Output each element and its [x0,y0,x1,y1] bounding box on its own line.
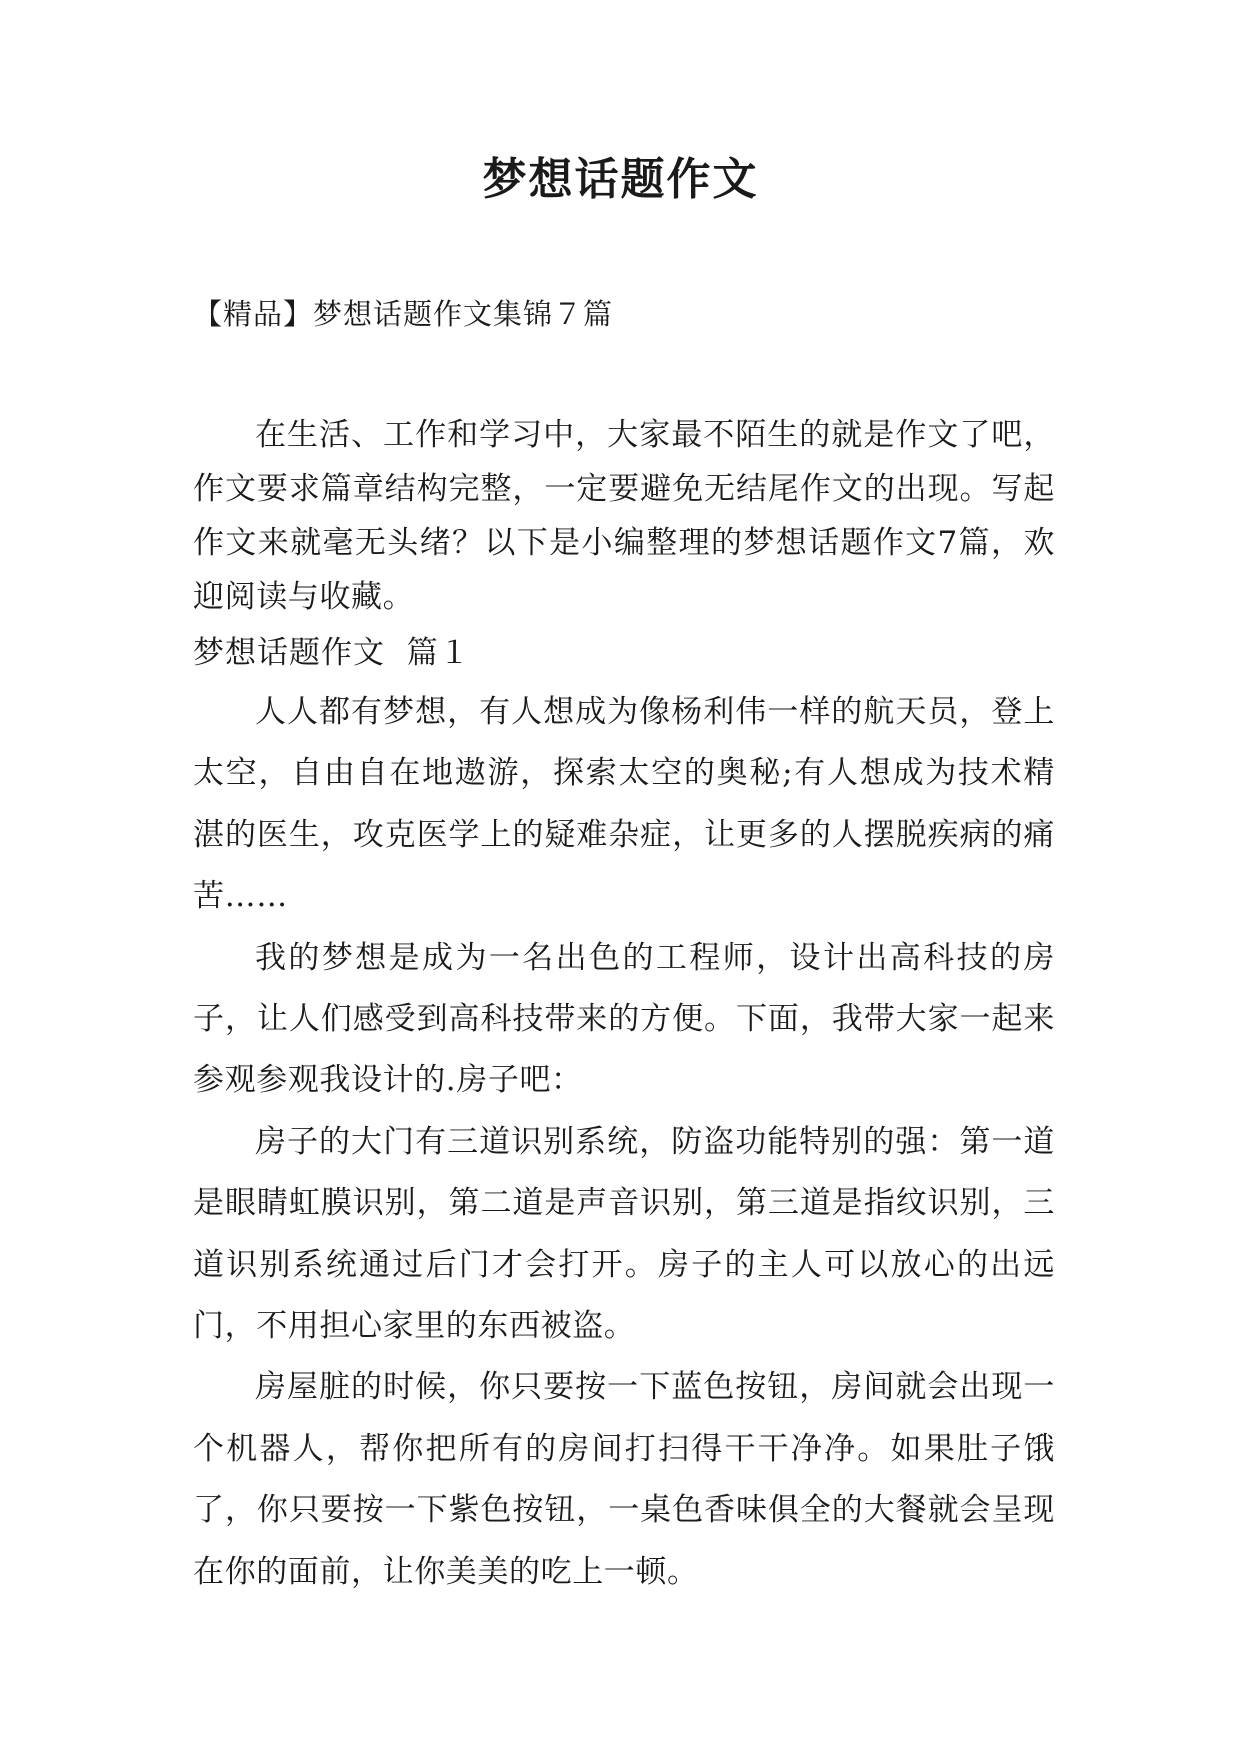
body-paragraph: 我的梦想是成为一名出色的工程师，设计出高科技的房子，让人们感受到高科技带来的方便。下面，我带大家一起来参观参观我设计的.房子吧： [193,939,1055,1099]
document-body [193,408,1055,1603]
document-subtitle: 【精品】梦想话题作文集锦７篇 [193,297,614,331]
section-heading: 梦想话题作文 篇１ [193,635,471,671]
intro-paragraph: 在生活、工作和学习中，大家最不陌生的就是作文了吧，作文要求篇章结构完整，一定要避免无结尾作文的出现。写起作文来就毫无头绪？以下是小编整理的梦想话题作文7篇，欢迎阅读与收藏。 [193,417,1055,615]
body-paragraph: 房子的大门有三道识别系统，防盗功能特别的强：第一道是眼睛虹膜识别，第二道是声音识别，第三道是指纹识别，三道识别系统通过后门才会打开。房子的主人可以放心的出远门，不用担心家里的东西被盗。 [193,1123,1055,1345]
document-title: 梦想话题作文 [482,154,759,205]
body-paragraph: 房屋脏的时候，你只要按一下蓝色按钮，房间就会出现一个机器人，帮你把所有的房间打扫得干干净净。如果肚子饿了，你只要按一下紫色按钮，一桌色香味俱全的大餐就会呈现在你的面前，让你美美的吃上一顿。 [193,1369,1055,1590]
body-paragraph: 人人都有梦想，有人想成为像杨利伟一样的航天员，登上太空，自由自在地遨游，探索太空的奥秘;有人想成为技术精湛的医生，攻克医学上的疑难杂症，让更多的人摆脱疾病的痛苦…… [193,694,1055,915]
